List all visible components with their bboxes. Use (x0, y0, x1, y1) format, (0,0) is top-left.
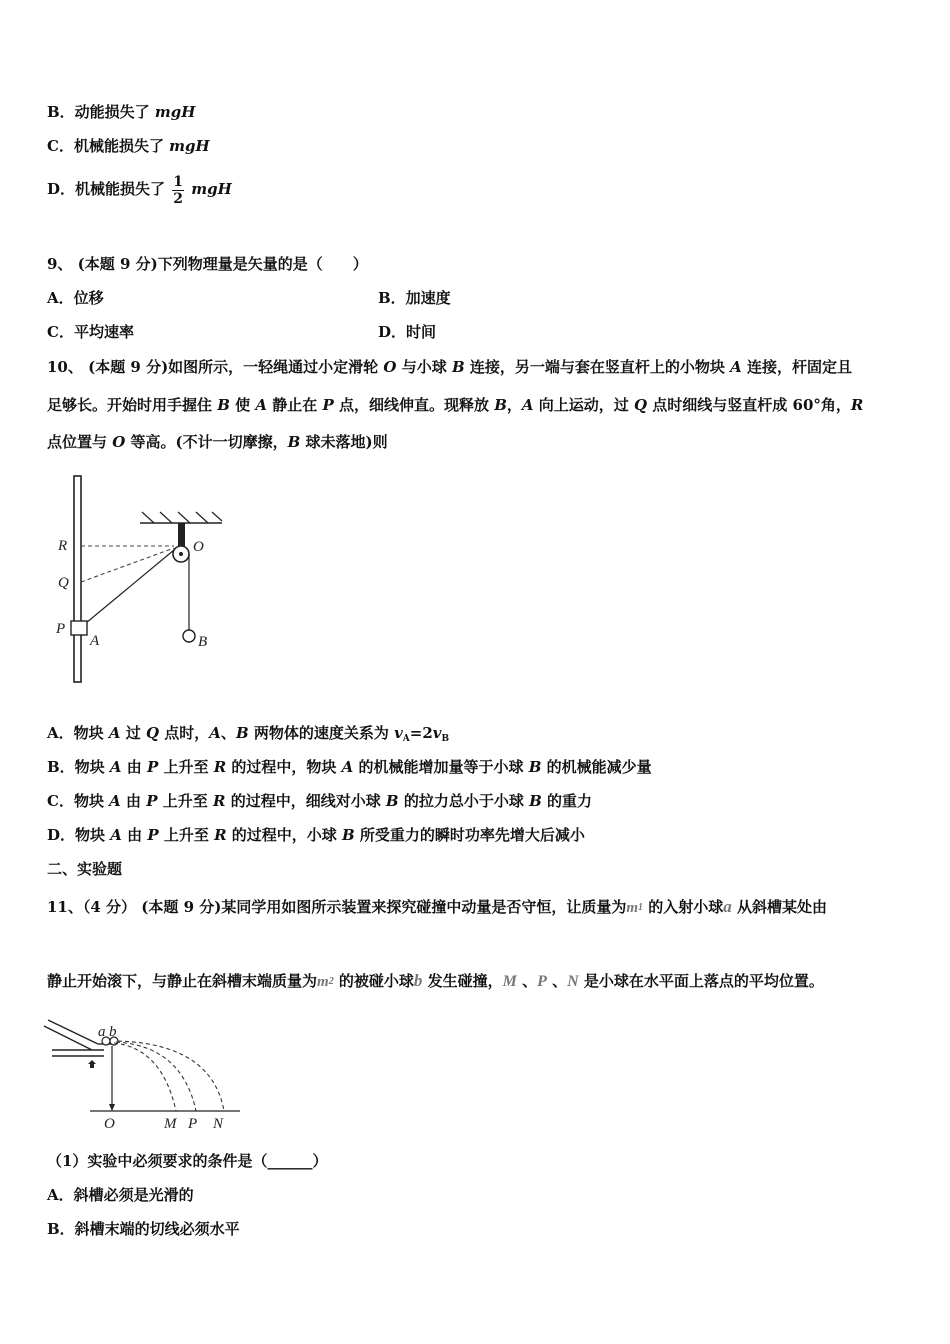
q11-collision-figure (42, 1012, 247, 1132)
q10-pulley-figure (50, 470, 240, 692)
q10-option-d: D．物块 A 由 P 上升至 R 的过程中，小球 B 所受重力的瞬时功率先增大后减小 (47, 826, 585, 844)
q8-option-d: D．机械能损失了 $\frac{1}{2}$ mgH (47, 173, 232, 207)
q9-option-d: D．时间 (378, 323, 437, 341)
q11-subquestion-1: （1）实验中必须要求的条件是（______） (47, 1152, 328, 1170)
q10-stem-line3: 点位置与 O 等高。(不计一切摩擦，B 球未落地)则 (47, 433, 388, 451)
label-o: O (104, 1116, 115, 1132)
q8-option-b: B．动能损失了 mgH (47, 103, 196, 121)
label-n: N (213, 1116, 224, 1132)
block-a (71, 621, 87, 635)
trajectories (114, 1041, 224, 1111)
label-b: b (109, 1024, 117, 1040)
fraction-half: $\frac{1}{2}$ (173, 173, 183, 207)
label-b: B (198, 634, 208, 650)
q11-option-b: B．斜槽末端的切线必须水平 (47, 1220, 240, 1238)
pulley-mount (178, 523, 185, 549)
q8-option-c: C．机械能损失了 mgH (47, 137, 210, 155)
label-q: Q (58, 575, 69, 591)
label-m: M (164, 1116, 177, 1132)
ceiling-hatch (142, 512, 222, 523)
label-a: A (90, 633, 100, 649)
q9-option-b: B．加速度 (378, 289, 451, 307)
q10-stem-line2: 足够长。开始时用手握住 B 使 A 静止在 P 点，细线伸直。现释放 B，A 向上运动，过 Q 点时细线与竖直杆成 60°角，R (47, 396, 864, 414)
q10-stem-line1: 10、 (本题 9 分)如图所示，一轻绳通过小定滑轮 O 与小球 B 连接，另一端与套在竖直杆上的小物块 A 连接，杆固定且 (47, 358, 852, 376)
q10-option-c: C．物块 A 由 P 上升至 R 的过程中，细线对小球 B 的拉力总小于小球 B 的重力 (47, 792, 592, 810)
section-heading-experiment: 二、实验题 (47, 860, 123, 878)
q9-stem: 9、 (本题 9 分)下列物理量是矢量的是（ ） (47, 255, 368, 273)
q11-option-a: A．斜槽必须是光滑的 (47, 1186, 194, 1204)
label-a: a (98, 1024, 106, 1040)
label-r: R (58, 538, 68, 554)
q9-option-c: C．平均速率 (47, 323, 134, 341)
q11-stem-line2: 静止开始滚下，与静止在斜槽末端质量为m2 的被碰小球b 发生碰撞，M 、P 、N 是小球在水平面上落点的平均位置。 (47, 971, 824, 990)
vertical-rod (74, 476, 81, 682)
label-p: P (56, 621, 66, 637)
label-p: P (188, 1116, 198, 1132)
pulley-axle (179, 552, 183, 556)
ball-b (183, 630, 195, 642)
q11-stem-line1: 11、（4 分） (本题 9 分)某同学用如图所示装置来探究碰撞中动量是否守恒，让质量为m1 的入射小球a 从斜槽某处由 (47, 897, 827, 916)
label-o: O (193, 539, 204, 555)
support-stand-icon (88, 1060, 96, 1068)
rope-to-a (86, 550, 174, 623)
q9-option-a: A．位移 (47, 289, 104, 307)
q10-option-b: B．物块 A 由 P 上升至 R 的过程中，物块 A 的机械能增加量等于小球 B 的机械能减少量 (47, 758, 652, 776)
plumb-arrow-icon (109, 1104, 115, 1111)
dashed-line-q (81, 548, 174, 582)
q10-option-a: A．物块 A 过 Q 点时，A、B 两物体的速度关系为 $v_A=2v_B$ (47, 724, 450, 744)
